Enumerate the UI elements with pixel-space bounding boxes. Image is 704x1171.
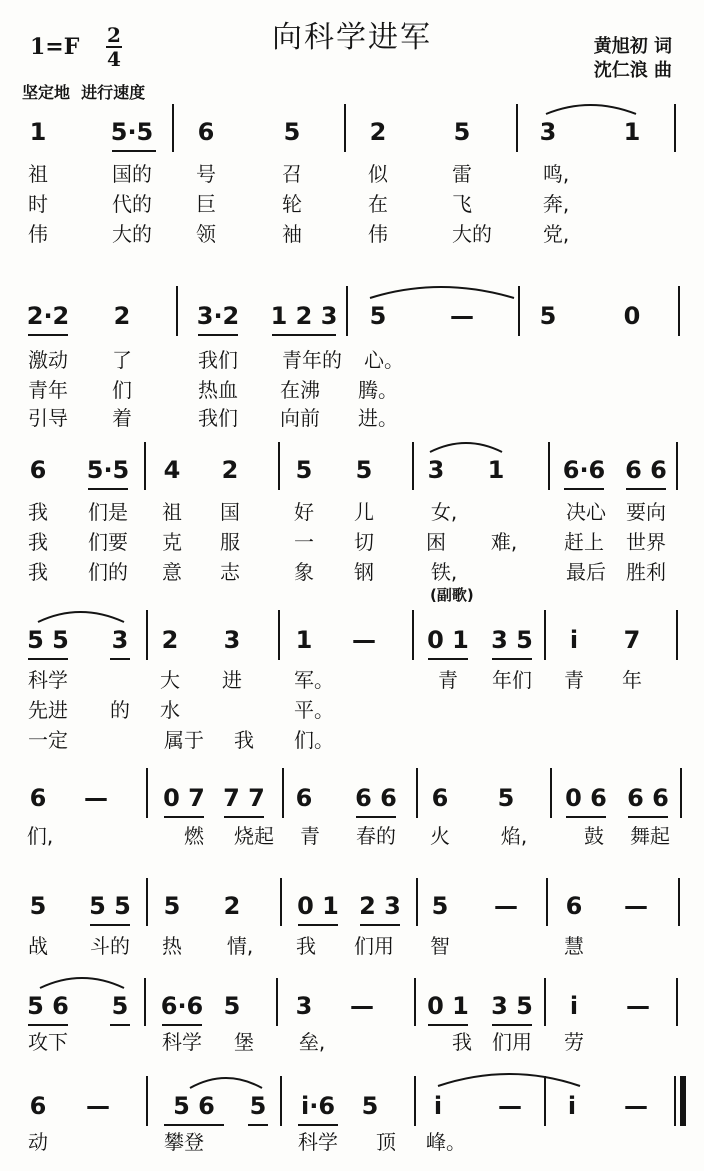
lyric: 鼓	[584, 824, 604, 848]
note: 6	[29, 456, 47, 484]
underline	[90, 924, 130, 926]
lyric: 巨	[196, 192, 216, 216]
underline	[110, 658, 130, 660]
lyric: 儿	[354, 500, 374, 524]
note: 5	[249, 1092, 267, 1120]
underline	[492, 658, 532, 660]
note: 5	[361, 1092, 379, 1120]
lyric: 我	[452, 1030, 472, 1054]
final-bar-line-thin	[674, 1076, 676, 1126]
bar-line	[146, 768, 148, 818]
lyric: 的	[110, 698, 130, 722]
note: 1	[29, 118, 47, 146]
bar-line	[146, 610, 148, 660]
lyric: 一定	[28, 728, 68, 752]
lyric: 我	[296, 934, 316, 958]
lyric: 似	[368, 162, 388, 186]
lyric: 大	[160, 668, 180, 692]
lyric: 在沸	[280, 378, 320, 402]
lyric: 们,	[26, 824, 54, 848]
bar-line	[414, 1076, 416, 1126]
bar-line	[550, 768, 552, 818]
note: 5	[295, 456, 313, 484]
lyric: 困	[426, 530, 446, 554]
lyric: 攻下	[28, 1030, 68, 1054]
bar-line	[414, 978, 416, 1026]
underline	[360, 924, 400, 926]
note: 7 7	[223, 784, 265, 812]
note: 5	[453, 118, 471, 146]
lyric: 服	[220, 530, 240, 554]
bar-line	[146, 1076, 148, 1126]
lyric: 国的	[112, 162, 152, 186]
lyric: 青	[564, 668, 584, 692]
note: 5·5	[110, 118, 154, 146]
lyric: 青年	[28, 378, 68, 402]
lyric: 动	[28, 1130, 48, 1154]
underline	[626, 488, 666, 490]
lyric: 热	[162, 934, 182, 958]
lyric: 垒,	[298, 1030, 326, 1054]
lyric: 世界	[626, 530, 666, 554]
note: 5	[431, 892, 449, 920]
lyric: 属于	[164, 728, 204, 752]
lyric: 志	[220, 560, 240, 584]
lyric: 水	[160, 698, 180, 722]
bar-line	[548, 442, 550, 490]
lyric: 在	[368, 192, 388, 216]
note: 6 6	[625, 456, 667, 484]
slur	[546, 105, 636, 114]
lyric: 青	[438, 668, 458, 692]
note: 5	[29, 892, 47, 920]
bar-line	[412, 610, 414, 660]
note: 5	[283, 118, 301, 146]
note: —	[624, 1092, 648, 1120]
underline	[356, 816, 396, 818]
underline	[88, 488, 128, 490]
note: 1 2 3	[270, 302, 338, 330]
lyric: 要向	[626, 500, 666, 524]
composer-credit: 沈仁浪 曲	[593, 60, 672, 81]
bar-line	[678, 286, 680, 336]
lyric: 领	[196, 222, 216, 246]
lyric: 决心	[566, 500, 606, 524]
lyric: 堡	[234, 1030, 254, 1054]
lyric: 舞起	[630, 824, 670, 848]
lyric: 向前	[280, 406, 320, 430]
time-signature	[104, 24, 124, 70]
note: 3·2	[196, 302, 240, 330]
lyric: 女,	[430, 500, 458, 524]
lyric: 腾。	[358, 378, 398, 402]
lyric: 智	[430, 934, 450, 958]
lyric: 战	[28, 934, 48, 958]
bar-line	[676, 442, 678, 490]
lyric: 火	[430, 824, 450, 848]
note: 6	[29, 1092, 47, 1120]
bar-line	[280, 1076, 282, 1126]
bar-line	[144, 442, 146, 490]
slur	[38, 612, 124, 622]
lyric: 鸣,	[542, 162, 570, 186]
note: 3	[539, 118, 557, 146]
lyric: 激动	[28, 348, 68, 372]
note: 3	[295, 992, 313, 1020]
bar-line	[276, 978, 278, 1026]
lyric: 先进	[28, 698, 68, 722]
note: 5	[369, 302, 387, 330]
lyric: 轮	[282, 192, 302, 216]
lyric: 胜利	[626, 560, 666, 584]
lyric: 我	[28, 500, 48, 524]
note: 3	[223, 626, 241, 654]
slur	[430, 443, 502, 452]
lyric: 我们	[198, 348, 238, 372]
bar-line	[544, 610, 546, 660]
lyric: 祖	[162, 500, 182, 524]
bar-line	[674, 104, 676, 152]
note: 7	[623, 626, 641, 654]
bar-line	[176, 286, 178, 336]
note: 3	[111, 626, 129, 654]
lyric: 心。	[364, 348, 404, 372]
notation-line-8	[0, 1092, 704, 1126]
lyric: 们用	[354, 934, 394, 958]
bar-line	[278, 610, 280, 660]
note: 5	[163, 892, 181, 920]
bar-line	[280, 878, 282, 926]
note: 6·6	[160, 992, 204, 1020]
underline	[298, 924, 338, 926]
underline	[198, 334, 238, 336]
lyric: 顶	[376, 1130, 396, 1154]
underline	[110, 1024, 130, 1026]
lyric: 一	[294, 530, 314, 554]
lyric: 象	[294, 560, 314, 584]
lyric: 我	[28, 560, 48, 584]
underline	[248, 1124, 268, 1126]
note: 5	[539, 302, 557, 330]
note: 5 5	[27, 626, 69, 654]
note: 2	[161, 626, 179, 654]
lyric: 科学	[298, 1130, 338, 1154]
lyric: 我们	[198, 406, 238, 430]
notation-line-2	[0, 302, 704, 336]
final-bar-line-thick	[680, 1076, 686, 1126]
bar-line	[416, 768, 418, 818]
bar-line	[516, 104, 518, 152]
bar-line	[282, 768, 284, 818]
note: 0 7	[163, 784, 205, 812]
notation-line-4	[0, 626, 704, 660]
bar-line	[676, 978, 678, 1026]
note: 6	[431, 784, 449, 812]
slur	[438, 1074, 580, 1086]
lyric: 飞	[452, 192, 472, 216]
lyric: 最后	[566, 560, 606, 584]
time-signature-bottom: 4	[107, 47, 121, 71]
note: 4	[163, 456, 181, 484]
bar-line	[676, 610, 678, 660]
lyric: 我	[28, 530, 48, 554]
slur	[190, 1078, 262, 1088]
lyric: 引导	[28, 406, 68, 430]
underline	[564, 488, 604, 490]
note: 2	[221, 456, 239, 484]
note: —	[624, 892, 648, 920]
lyric: 斗的	[90, 934, 130, 958]
lyric: 意	[162, 560, 182, 584]
lyric: 平。	[294, 698, 334, 722]
notation-line-3	[0, 456, 704, 490]
note: —	[84, 784, 108, 812]
lyric: 伟	[28, 222, 48, 246]
song-title: 向科学进军	[272, 20, 432, 55]
note: i	[567, 1092, 577, 1120]
lyric: 科学	[28, 668, 68, 692]
lyric: 大的	[112, 222, 152, 246]
note: 5	[355, 456, 373, 484]
bar-line	[346, 286, 348, 336]
lyric: 军。	[294, 668, 334, 692]
lyric: 慧	[564, 934, 584, 958]
time-signature-top: 2	[107, 23, 121, 47]
note: —	[350, 992, 374, 1020]
slur	[40, 978, 124, 988]
bar-line	[678, 878, 680, 926]
lyric: 难,	[490, 530, 518, 554]
note: 1	[623, 118, 641, 146]
note: 1	[295, 626, 313, 654]
note: 6	[197, 118, 215, 146]
note: —	[352, 626, 376, 654]
bar-line	[144, 978, 146, 1026]
note: 0	[623, 302, 641, 330]
lyric: 伟	[368, 222, 388, 246]
note: 6	[295, 784, 313, 812]
lyric: 切	[354, 530, 374, 554]
underline	[112, 150, 156, 152]
bar-line	[412, 442, 414, 490]
lyric: 青	[300, 824, 320, 848]
underline	[428, 658, 468, 660]
lyric: 赶上	[564, 530, 604, 554]
note: 3	[427, 456, 445, 484]
lyric: 燃	[184, 824, 204, 848]
note: —	[498, 1092, 522, 1120]
lyric: 攀登	[164, 1130, 204, 1154]
note: 2·2	[26, 302, 70, 330]
note: 2	[223, 892, 241, 920]
note: 6	[29, 784, 47, 812]
lyric: 年们	[492, 668, 532, 692]
bar-line	[416, 878, 418, 926]
note: i·6	[300, 1092, 336, 1120]
lyric: 代的	[112, 192, 152, 216]
note: 5	[497, 784, 515, 812]
note: 2 3	[359, 892, 401, 920]
lyric: 克	[162, 530, 182, 554]
underline	[224, 816, 264, 818]
notation-line-7	[0, 992, 704, 1026]
note: 5	[111, 992, 129, 1020]
lyric: 着	[112, 406, 132, 430]
lyric: 们要	[88, 530, 128, 554]
note: 6 6	[627, 784, 669, 812]
lyric: 们用	[492, 1030, 532, 1054]
lyric: 年	[622, 668, 642, 692]
note: 5·5	[86, 456, 130, 484]
lyric: 青年的	[282, 348, 342, 372]
note: i	[569, 992, 579, 1020]
bar-line	[680, 768, 682, 818]
underline	[628, 816, 668, 818]
lyric: 情,	[226, 934, 254, 958]
note: 3 5	[491, 626, 533, 654]
note: 6	[565, 892, 583, 920]
note: i	[433, 1092, 443, 1120]
underline	[164, 816, 204, 818]
note: —	[86, 1092, 110, 1120]
lyric: 烧起	[234, 824, 274, 848]
lyric: 劳	[564, 1030, 584, 1054]
note: —	[494, 892, 518, 920]
underline	[28, 658, 68, 660]
lyric: 我	[234, 728, 254, 752]
note: 5 6	[173, 1092, 215, 1120]
note: 3 5	[491, 992, 533, 1020]
note: 0 1	[427, 626, 469, 654]
note: 0 6	[565, 784, 607, 812]
note: 0 1	[297, 892, 339, 920]
lyric: 奔,	[542, 192, 570, 216]
bar-line	[544, 1076, 546, 1126]
lyric: 大的	[452, 222, 492, 246]
underline	[272, 334, 336, 336]
key-signature: 1=F	[30, 34, 80, 60]
notation-line-6	[0, 892, 704, 926]
note: —	[626, 992, 650, 1020]
lyric: 时	[28, 192, 48, 216]
lyric: 钢	[354, 560, 374, 584]
bar-line	[518, 286, 520, 336]
lyric: 党,	[542, 222, 570, 246]
lyric: 们。	[294, 728, 334, 752]
underline	[28, 334, 68, 336]
lyric: 了	[112, 348, 132, 372]
bar-line	[546, 878, 548, 926]
lyric: 祖	[28, 162, 48, 186]
lyric: 进。	[358, 406, 398, 430]
lyric: 好	[294, 500, 314, 524]
lyric: 袖	[282, 222, 302, 246]
chorus-marker: (副歌)	[430, 586, 474, 604]
bar-line	[146, 878, 148, 926]
note: 5	[223, 992, 241, 1020]
note: i	[569, 626, 579, 654]
lyricist-credit: 黄旭初 词	[593, 36, 672, 57]
underline	[566, 816, 606, 818]
note: 6·6	[562, 456, 606, 484]
lyric: 号	[196, 162, 216, 186]
note: 5 5	[89, 892, 131, 920]
lyric: 春的	[356, 824, 396, 848]
lyric: 进	[222, 668, 242, 692]
notation-line-5	[0, 784, 704, 818]
bar-line	[344, 104, 346, 152]
note: 2	[369, 118, 387, 146]
lyric: 铁,	[430, 560, 458, 584]
note: 1	[487, 456, 505, 484]
lyric: 科学	[162, 1030, 202, 1054]
lyric: 峰。	[426, 1130, 466, 1154]
lyric: 国	[220, 500, 240, 524]
lyric: 们	[112, 378, 132, 402]
lyric: 召	[282, 162, 302, 186]
tempo-marking: 坚定地 进行速度	[22, 83, 146, 102]
bar-line	[278, 442, 280, 490]
lyric: 们是	[88, 500, 128, 524]
note: 2	[113, 302, 131, 330]
note: 6 6	[355, 784, 397, 812]
slur	[370, 287, 514, 298]
notation-line-1	[0, 118, 704, 152]
lyric: 们的	[88, 560, 128, 584]
lyric: 热血	[198, 378, 238, 402]
note: —	[450, 302, 474, 330]
note: 5 6	[27, 992, 69, 1020]
lyric: 雷	[452, 162, 472, 186]
bar-line	[172, 104, 174, 152]
note: 0 1	[427, 992, 469, 1020]
bar-line	[544, 978, 546, 1026]
lyric: 焰,	[500, 824, 528, 848]
